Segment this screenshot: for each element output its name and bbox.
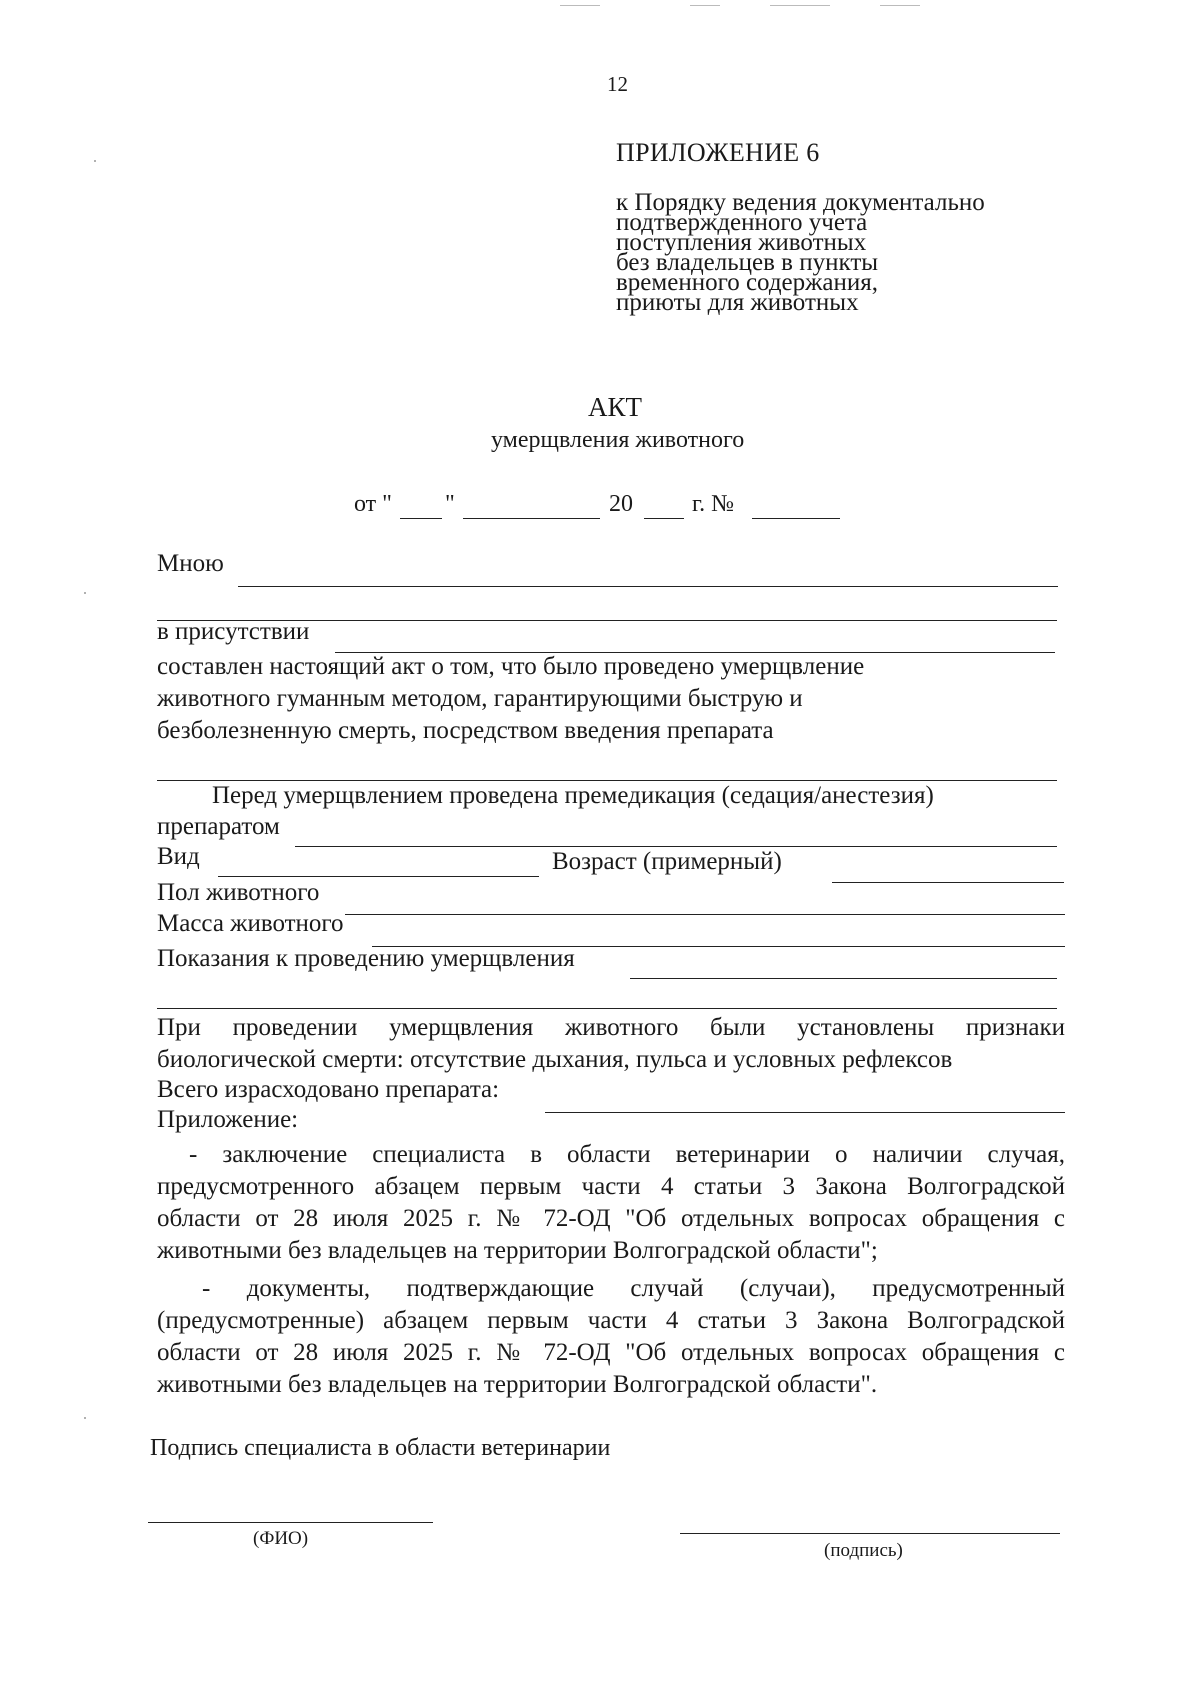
mass-label: Масса животного <box>157 910 344 937</box>
species-label: Вид <box>157 843 200 870</box>
attachment-item-2 <box>157 1273 1065 1401</box>
scan-artifact-top <box>880 5 920 6</box>
appendix-title: ПРИЛОЖЕНИЕ 6 <box>616 138 820 167</box>
date-prefix: от " <box>354 491 392 517</box>
item1-line: животными без владельцев на территории Волгоградской области"; <box>157 1237 878 1264</box>
preparatom-label: препаратом <box>157 813 280 840</box>
act-title: АКТ <box>588 392 642 422</box>
composed-paragraph <box>157 651 864 747</box>
day-blank[interactable] <box>400 518 442 519</box>
item1-line: предусмотренного абзацем первым части 4 статьи 3 Закона Волгоградской <box>157 1173 1065 1200</box>
appendix-ref-line: подтвержденного учета <box>616 209 868 236</box>
total-used-label: Всего израсходовано препарата: <box>157 1076 500 1103</box>
mnoyu-blank[interactable] <box>238 586 1058 587</box>
composed-line: составлен настоящий акт о том, что было проведено умерщвление <box>157 653 865 680</box>
scan-speck <box>94 160 96 162</box>
signature-label: Подпись специалиста в области ветеринарии <box>150 1435 611 1461</box>
item2-line: - документы, подтверждающие случай (случаи), предусмотренный <box>202 1275 1065 1302</box>
appendix-ref-line: поступления животных <box>616 229 867 256</box>
mnoyu-label: Мною <box>157 550 224 577</box>
item1-line: - заключение специалиста в области ветеринарии о наличии случая, <box>189 1141 1065 1168</box>
sex-label: Пол животного <box>157 879 320 906</box>
year-blank[interactable] <box>644 518 684 519</box>
act-subtitle: умерщвления животного <box>491 427 745 453</box>
item1-line: области от 28 июля 2025 г. № 72-ОД "Об отдельных вопросах обращения с <box>157 1205 1065 1232</box>
fio-caption: (ФИО) <box>253 1528 309 1549</box>
signature-caption: (подпись) <box>824 1540 903 1561</box>
signs-line: биологической смерти: отсутствие дыхания, пульса и условных рефлексов <box>157 1046 953 1073</box>
scan-artifact-top <box>690 5 720 6</box>
scan-speck <box>84 592 86 594</box>
age-label: Возраст (примерный) <box>552 848 782 875</box>
year-prefix: 20 <box>609 491 633 517</box>
scan-artifact-top <box>560 5 600 6</box>
total-used-blank[interactable] <box>545 1112 1065 1113</box>
scan-artifact-top <box>770 5 830 6</box>
indications-blank[interactable] <box>630 978 1057 979</box>
attachment-item-1 <box>157 1139 1065 1267</box>
composed-line: безболезненную смерть, посредством введения препарата <box>157 717 774 744</box>
item2-line: области от 28 июля 2025 г. № 72-ОД "Об отдельных вопросах обращения с <box>157 1339 1065 1366</box>
drug-blank[interactable] <box>157 780 1057 781</box>
signs-line: При проведении умерщвления животного были установлены признаки <box>157 1014 1065 1041</box>
number-blank[interactable] <box>752 518 840 519</box>
item2-line: животными без владельцев на территории Волгоградской области". <box>157 1371 878 1398</box>
indications-label: Показания к проведению умерщвления <box>157 945 575 972</box>
number-label: г. № <box>692 491 735 517</box>
page-number: 12 <box>607 72 628 96</box>
item2-line: (предусмотренные) абзацем первым части 4 статьи 3 Закона Волгоградской <box>157 1307 1065 1334</box>
indications-blank-2[interactable] <box>157 1008 1057 1009</box>
age-blank[interactable] <box>832 882 1064 883</box>
attachment-label: Приложение: <box>157 1106 299 1133</box>
appendix-reference <box>616 189 985 316</box>
appendix-ref-line: к Порядку ведения документально <box>616 189 985 216</box>
signature-blank[interactable] <box>680 1533 1060 1534</box>
appendix-ref-line: временного содержания, <box>616 269 879 296</box>
appendix-ref-line: без владельцев в пункты <box>616 249 879 276</box>
premed-text: Перед умерщвлением проведена премедикация (седация/анестезия) <box>212 782 934 809</box>
sex-blank[interactable] <box>345 914 1065 915</box>
composed-line: животного гуманным методом, гарантирующими быструю и <box>157 685 803 712</box>
presence-label: в присутствии <box>157 618 310 645</box>
appendix-ref-line: приюты для животных <box>616 289 859 316</box>
signs-paragraph <box>157 1012 1065 1076</box>
fio-blank[interactable] <box>148 1522 433 1523</box>
preparatom-blank[interactable] <box>295 846 1057 847</box>
month-blank[interactable] <box>463 518 600 519</box>
species-blank[interactable] <box>218 876 539 877</box>
date-quote-close: " <box>445 491 455 517</box>
scan-speck <box>84 1417 86 1419</box>
